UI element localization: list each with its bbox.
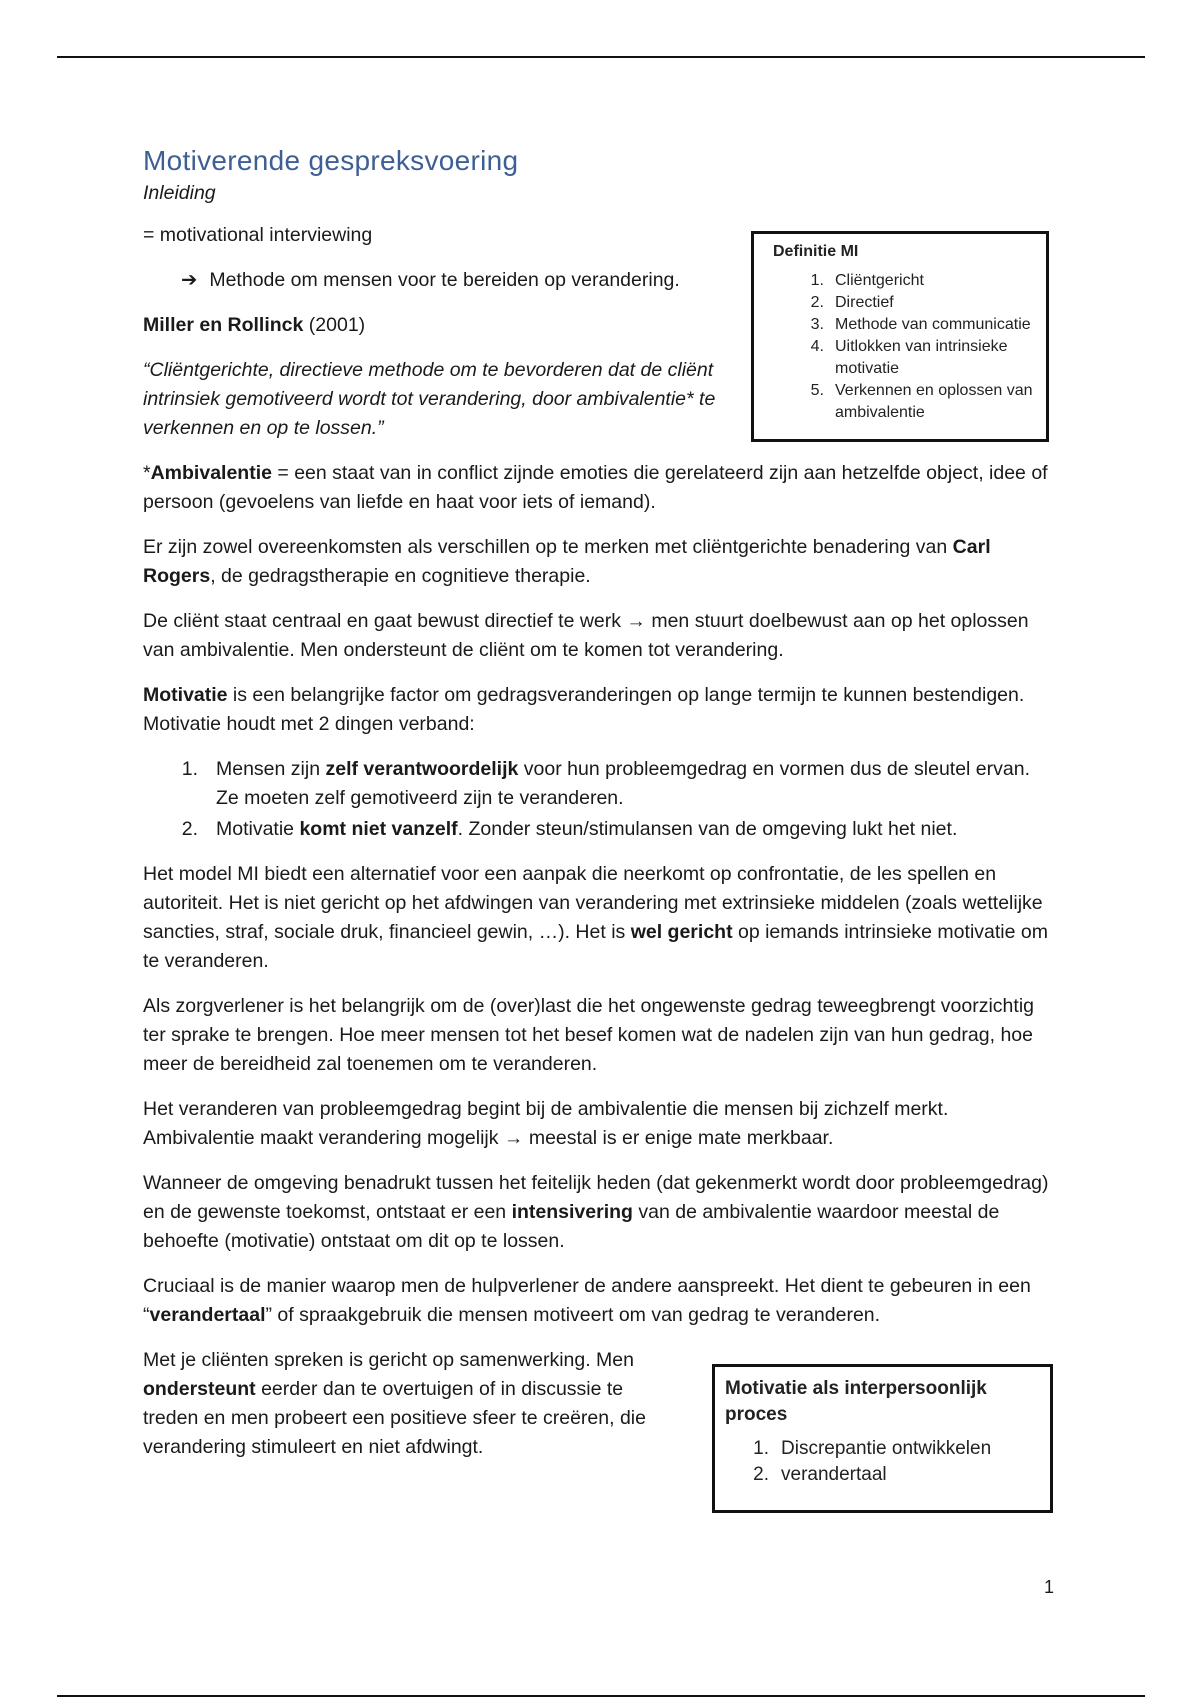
list-number: 5.	[810, 382, 824, 399]
rogers-name: Carl Rogers	[143, 536, 991, 587]
environment-paragraph	[143, 1169, 1053, 1256]
motivation-box	[712, 1364, 1053, 1513]
motivation-list	[143, 755, 1053, 844]
list-number: 2.	[810, 294, 824, 311]
mi-equals-line: = motivational interviewing	[143, 224, 373, 246]
list-item	[143, 815, 1053, 844]
list-item	[773, 292, 1046, 314]
caregiver-paragraph: Als zorgverlener is het belangrijk om de (over)last die het ongewenste gedrag teweegbrengt voorzichtig ter sprake te brengen. Hoe meer mensen tot het besef komen wat de nadelen zijn van hun gedrag, hoe meer de bereidheid zal toenemen om te veranderen.	[143, 995, 1034, 1075]
definition-box	[751, 231, 1049, 442]
rogers-pre: Er zijn zowel overeenkomsten als verschillen op te merken met cliëntgerichte benadering van	[143, 536, 953, 558]
environment-bold: intensivering	[511, 1201, 633, 1223]
list-number: 1.	[181, 758, 198, 780]
list-item	[725, 1436, 1050, 1462]
list-text: Directief	[835, 294, 894, 311]
motivation-box-title: Motivatie als interpersoonlijk proces	[725, 1378, 987, 1425]
footer-rule	[57, 1695, 1145, 1697]
ambivalence-text: = een staat van in conflict zijnde emoties die gerelateerd zijn aan hetzelfde object, idee of persoon (gevoelens van liefde en haat voor iets of iemand).	[143, 462, 1048, 513]
list-item	[143, 755, 1053, 813]
author-name: Miller en Rollinck	[143, 314, 304, 336]
rogers-paragraph	[143, 533, 1053, 591]
footnote-star: *	[143, 462, 151, 484]
definition-box-title: Definitie MI	[773, 243, 859, 260]
list-number: 2.	[753, 1464, 769, 1485]
list-number: 4.	[810, 338, 824, 355]
change-pre: Het veranderen van probleemgedrag begint bij de ambivalentie die mensen bij zichzelf merkt. Ambivalentie maakt verandering mogelijk	[143, 1098, 949, 1149]
list-item	[773, 380, 1046, 424]
central-pre: De cliënt staat centraal en gaat bewust directief te werk	[143, 610, 627, 632]
arrow-right-icon: →	[503, 1127, 524, 1149]
list-number: 3.	[810, 316, 824, 333]
crucial-bold: verandertaal	[149, 1304, 266, 1326]
environment-post: van de ambivalentie waardoor meestal de behoefte (motivatie) ontstaat om dit op te lossen.	[143, 1201, 1000, 1252]
list-text: Cliëntgericht	[835, 272, 924, 289]
intro-column	[143, 221, 728, 443]
list-number: 1.	[753, 1438, 769, 1459]
list-text-post: voor hun probleemgedrag en vormen dus de sleutel ervan. Ze moeten zelf gemotiveerd zijn te veranderen.	[216, 758, 1031, 809]
motivation-term: Motivatie	[143, 684, 228, 706]
model-post: op iemands intrinsieke motivatie om te veranderen.	[143, 921, 1048, 972]
definition-list	[773, 270, 1046, 424]
method-arrow-line	[143, 266, 728, 295]
model-pre: Het model MI biedt een alternatief voor een aanpak die neerkomt op confrontatie, de les spellen en autoriteit. Het is niet gericht op het afdwingen van verandering met extrinsieke middelen (zoals wettelijke sancties, straf, sociale druk, financieel gewin, …). Het is	[143, 863, 1043, 943]
cooperation-post: eerder dan te overtuigen of in discussie te treden en men probeert een positieve sfeer te creëren, die verandering stimuleert en niet afdwingt.	[143, 1378, 646, 1458]
list-number: 1.	[810, 272, 824, 289]
definition-quote: “Cliëntgerichte, directieve methode om te bevorderen dat de cliënt intrinsiek gemotiveerd wordt tot verandering, door ambivalentie* te verkennen en op te lossen.”	[143, 359, 716, 439]
list-text-bold: zelf verantwoordelijk	[325, 758, 519, 780]
arrow-right-icon: →	[626, 610, 646, 632]
list-item	[773, 270, 1046, 292]
author-line	[143, 311, 728, 340]
model-paragraph	[143, 860, 1053, 976]
cooperation-bold: ondersteunt	[143, 1378, 256, 1400]
motivation-text: is een belangrijke factor om gedragsveranderingen op lange termijn te kunnen bestendigen. Motivatie houdt met 2 dingen verband:	[143, 684, 1025, 735]
list-text: Discrepantie ontwikkelen	[781, 1438, 992, 1459]
list-item	[725, 1462, 1050, 1488]
environment-pre: Wanneer de omgeving benadrukt tussen het feitelijk heden (dat gekenmerkt wordt door probleemgedrag) en de gewenste toekomst, ontstaat er een	[143, 1172, 1049, 1223]
change-post: meestal is er enige mate merkbaar.	[523, 1127, 834, 1149]
list-text-bold: komt niet vanzelf	[299, 818, 458, 840]
central-post: men stuurt doelbewust aan op het oplossen van ambivalentie. Men ondersteunt de cliënt om te komen tot verandering.	[143, 610, 1029, 661]
list-number: 2.	[181, 818, 198, 840]
list-text-pre: Motivatie	[216, 818, 300, 840]
model-bold: wel gericht	[630, 921, 733, 943]
list-text: Methode van communicatie	[835, 316, 1031, 333]
cooperation-paragraph	[143, 1346, 683, 1462]
page-title: Motiverende gespreksvoering	[143, 145, 519, 176]
crucial-paragraph	[143, 1272, 1053, 1330]
list-text: Uitlokken van intrinsieke motivatie	[835, 338, 1008, 377]
list-text-post: . Zonder steun/stimulansen van de omgeving lukt het niet.	[457, 818, 958, 840]
author-year: (2001)	[303, 314, 366, 336]
list-text-pre: Mensen zijn	[216, 758, 326, 780]
cooperation-pre: Met je cliënten spreken is gericht op samenwerking. Men	[143, 1349, 634, 1371]
list-text	[216, 755, 1053, 813]
rogers-post: , de gedragstherapie en cognitieve therapie.	[210, 565, 591, 587]
list-item	[773, 314, 1046, 336]
list-text	[216, 815, 957, 844]
central-paragraph	[143, 607, 1053, 665]
crucial-pre: Cruciaal is de manier waarop men de hulpverlener de andere aanspreekt. Het dient te gebeuren in een “	[143, 1275, 1031, 1326]
arrow-right-icon: ➔	[181, 269, 198, 291]
section-subtitle: Inleiding	[143, 182, 216, 204]
list-text: Verkennen en oplossen van ambivalentie	[835, 382, 1033, 421]
header-rule	[57, 56, 1145, 58]
list-item	[773, 336, 1046, 380]
list-text: verandertaal	[781, 1464, 887, 1485]
ambivalence-term: Ambivalentie	[150, 462, 272, 484]
crucial-post: ” of spraakgebruik die mensen motiveert om van gedrag te veranderen.	[265, 1304, 881, 1326]
motivation-paragraph	[143, 681, 1053, 739]
motivation-box-list	[725, 1436, 1050, 1488]
change-paragraph	[143, 1095, 1053, 1153]
page-number: 1	[1044, 1577, 1055, 1597]
method-text: Methode om mensen voor te bereiden op verandering.	[209, 269, 680, 291]
ambivalence-paragraph	[143, 459, 1053, 517]
